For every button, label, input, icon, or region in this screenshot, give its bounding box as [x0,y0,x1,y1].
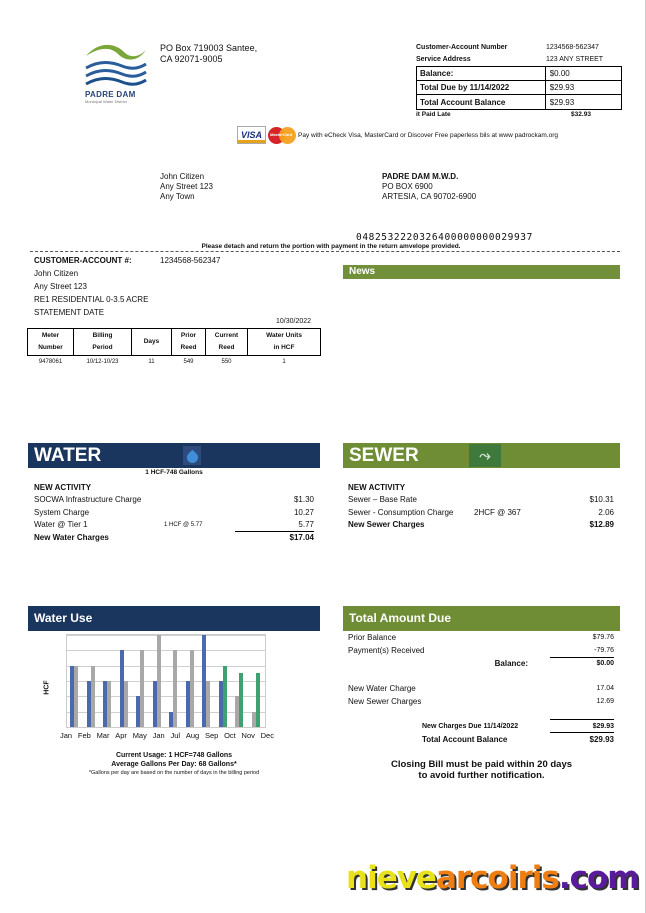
col-current-reed: Current Reed [206,329,248,356]
charge-amount: 5.77 [298,520,314,530]
watermark [346,860,639,896]
mastercard-logo-icon [268,126,296,144]
recipient-line: John Citizen [160,172,205,181]
current-usage: Current Usage: 1 HCF=748 Gallons [115,752,233,759]
water-use-header: Water Use [28,606,320,631]
col-billing-period: Billing Period [74,329,132,356]
usage-summary [28,751,320,778]
charge-row [348,494,614,507]
charge-detail: 2HCF @ 367 [474,507,521,517]
recipient-address [160,172,213,202]
cell: 9478061 [38,359,63,365]
chart-bar [206,681,210,727]
remit-address [382,172,476,202]
payment-methods [237,126,558,144]
sewer-total-row [348,519,614,532]
chart-bar [140,650,144,727]
recipient-line: Any Street 123 [160,182,213,191]
chart-bar [74,666,78,727]
charge-row [34,506,314,519]
customer-account-label: CUSTOMER-ACCOUNT #: [34,256,132,265]
charge-name: Sewer - Consumption Charge [348,507,454,517]
total-due-header: Total Amount Due [343,606,620,631]
customer-name: John Citizen [34,269,79,278]
watermark-part: arcoiris [435,860,559,896]
summary-label: Total Due by 11/14/2022 [417,81,546,94]
chart-bar [107,681,111,727]
sender-line: PO Box 719003 Santee, [160,43,258,53]
gridline [67,635,265,636]
gridline [67,650,265,651]
account-number-row [416,41,622,53]
prior-balance-value: $79.76 [592,634,614,641]
water-title: WATER [34,445,102,466]
service-address-value: 123 ANY STREET [546,55,604,63]
x-tick-label: Sep [204,731,219,740]
customer-info [34,254,221,319]
sewer-header [343,443,620,468]
account-summary [416,41,622,118]
total-balance-value: $29.93 [589,735,614,744]
account-number-label: Customer-Account Number [416,43,508,51]
x-tick-label: Apr [115,731,127,740]
table-row [28,356,321,366]
late-label: it Paid Late [416,111,451,118]
water-header [28,443,320,468]
new-sewer-value: 12.69 [596,698,614,705]
x-tick-label: Jan [152,731,165,740]
new-activity-label: NEW ACTIVITY [348,482,406,492]
new-water-row [348,682,614,695]
charge-amount: 2.06 [598,507,614,517]
charge-name: System Charge [34,507,90,517]
waves-logo-icon [84,40,148,88]
gallons-note: 1 HCF-748 Gallons [145,469,203,476]
micr-code: 0482532220326400000000029937 [356,232,533,243]
sewer-title: SEWER [349,445,419,466]
cell: 1 [282,359,286,365]
col-days: Days [132,329,172,356]
news-header: News [343,265,620,279]
balance-value: $0.00 [596,660,614,667]
x-tick-label: Jul [170,731,181,740]
x-tick-label: Dec [260,731,274,740]
watermark-part: nieve [346,860,436,896]
balance-summary-box [416,66,622,110]
summary-value: $29.93 [549,97,575,107]
chart-bar [239,673,243,727]
x-tick-label: May [132,731,147,740]
customer-rate-class: RE1 RESIDENTIAL 0-3.5 ACRE [34,295,149,304]
new-water-label: New Water Charge [348,684,416,693]
statement-date: 10/30/2022 [276,318,312,325]
service-address-row [416,53,622,65]
charge-name: SOCWA Infrastructure Charge [34,495,142,505]
sender-address [160,43,257,65]
cell: 549 [183,359,194,365]
pipe-icon: ⤳ [469,444,501,467]
x-tick-label: Nov [241,731,255,740]
gallons-footnote: *Gallons per day are based on the number of days in the billing period [88,770,260,776]
cell: 11 [148,359,155,365]
charge-amount: $10.31 [589,495,614,505]
water-use-chart [66,634,266,728]
account-number-value: 1234568-562347 [546,43,599,51]
total-balance-row [348,733,614,746]
customer-street: Any Street 123 [34,282,87,291]
x-axis-labels [60,731,274,740]
total-balance-label: Total Account Balance [422,735,508,744]
meter-table [27,328,321,365]
prior-balance-row [348,631,614,644]
late-amount-row [416,111,622,118]
water-charges [34,481,314,544]
closing-line: Closing Bill must be paid within 20 days [390,759,573,770]
chart-bar [256,673,260,727]
x-tick-label: Aug [185,731,200,740]
col-meter-number: Meter Number [28,329,74,356]
summary-label: Balance: [417,67,546,80]
new-activity-label: NEW ACTIVITY [34,482,92,492]
padre-dam-logo [84,40,148,104]
chart-bar [223,666,227,727]
x-tick-label: Oct [224,731,236,740]
gridline [67,666,265,667]
summary-row-balance [417,67,621,81]
payments-value: -79.76 [594,647,614,654]
summary-value: $29.93 [549,83,575,92]
chart-bar [157,635,161,727]
payments-label: Payment(s) Received [348,646,425,655]
summary-value: $0.00 [549,69,570,78]
mastercard-label: MasterCard [270,132,293,137]
new-sewer-row [348,695,614,708]
visa-logo-icon: VISA [237,126,266,144]
sewer-charges [348,481,614,531]
customer-account-number: 1234568-562347 [160,256,221,265]
cell: 10/12-10/23 [86,359,119,365]
sender-line: CA 92071-9005 [160,54,223,64]
x-tick-label: Jan [60,731,73,740]
chart-bar [124,681,128,727]
closing-note [343,759,620,781]
charge-detail: 1 HCF @ 5.77 [164,521,203,528]
charge-row [34,519,314,532]
chart-bar [173,650,177,727]
detach-note: Please detach and return the portion with payment in the return amvelope provided. [201,243,461,250]
chart-bar [190,650,194,727]
total-amount: $17.04 [289,532,314,542]
watermark-part: .com [558,860,639,896]
total-label: New Water Charges [34,532,109,542]
average-gallons: Average Gallons Per Day: 68 Gallons* [111,761,237,768]
summary-label: Total Account Balance [417,95,546,109]
remit-line: PO BOX 6900 [382,182,433,191]
logo-brand: PADRE DAM [85,90,136,99]
late-value: $32.93 [571,111,591,118]
remit-name: PADRE DAM M.W.D. [382,172,459,181]
charge-amount: $1.30 [293,495,314,505]
col-prior-reed: Prior Reed [172,329,206,356]
x-tick-label: Feb [77,731,91,740]
balance-row [348,657,614,670]
charge-row [348,506,614,519]
payment-text: Pay with eCheck Visa, MasterCard or Discover Free paperless bils at www padrockam.org [298,131,558,139]
water-total-row [34,531,314,544]
new-sewer-label: New Sewer Charges [348,697,422,706]
detach-line [30,251,620,252]
total-amount: $12.89 [589,520,614,530]
summary-row-total-balance [417,95,621,109]
payments-row [348,644,614,657]
statement-date-label: STATEMENT DATE [34,308,105,317]
charge-name: Sewer – Base Rate [348,495,417,505]
remit-line: ARTESIA, CA 90702-6900 [382,192,477,201]
water-drop-icon [183,446,201,465]
y-axis-label: HCF [43,680,51,695]
total-label: New Sewer Charges [348,520,425,530]
charge-name: Water @ Tier 1 [34,520,88,530]
logo-subtitle: Municipal Water District [85,99,127,104]
charge-row [34,494,314,507]
col-water-units: Water Units in HCF [248,329,321,356]
cell: 550 [221,359,232,365]
closing-line: to avoid further notification. [418,770,545,781]
x-tick-label: Mar [96,731,110,740]
charge-amount: 10.27 [293,507,314,517]
total-due-section [348,631,614,746]
balance-label: Balance: [494,659,528,668]
new-water-value: 17.04 [596,685,614,692]
prior-balance-label: Prior Balance [348,633,397,642]
chart-bar [91,666,95,727]
service-address-label: Service Address [416,55,471,63]
summary-row-total-due [417,81,621,95]
gridline [67,681,265,682]
new-charges-value: $29.93 [592,723,614,730]
recipient-line: Any Town [160,192,195,201]
new-charges-label: New Charges Due 11/14/2022 [422,723,519,730]
new-charges-row [348,720,614,733]
